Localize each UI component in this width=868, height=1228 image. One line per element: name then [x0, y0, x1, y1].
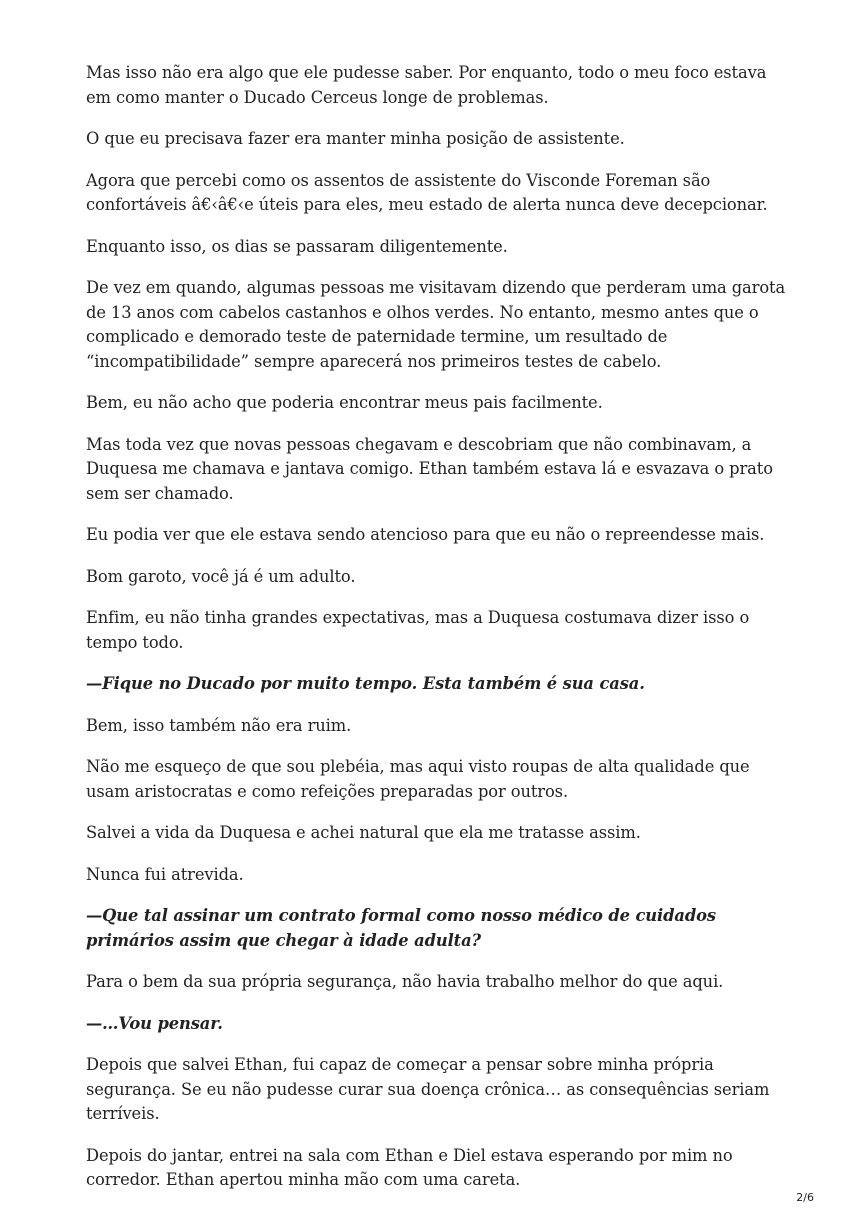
- paragraph: Depois do jantar, entrei na sala com Ethan e Diel estava esperando por mim no corredor. Ethan apertou minha mão com uma careta.: [86, 1145, 733, 1189]
- document-body: [86, 61, 786, 1210]
- paragraph: O que eu precisava fazer era manter minha posição de assistente.: [86, 129, 625, 148]
- paragraph: Enfim, eu não tinha grandes expectativas, mas a Duquesa costumava dizer isso o tempo todo.: [86, 608, 750, 652]
- paragraph: Mas toda vez que novas pessoas chegavam e descobriam que não combinavam, a Duquesa me chamava e jantava comigo. Ethan também estava lá e esvazava o prato sem ser chamado.: [86, 434, 773, 503]
- paragraph: Bom garoto, você já é um adulto.: [86, 566, 356, 586]
- paragraph: Mas isso não era algo que ele pudesse saber. Por enquanto, todo o meu foco estava em como manter o Ducado Cerceus longe de problemas.: [86, 63, 767, 107]
- dialogue-line: —Que tal assinar um contrato formal como nosso médico de cuidados primários assim que chegar à idade adulta?: [86, 906, 716, 950]
- paragraph: Depois que salvei Ethan, fui capaz de começar a pensar sobre minha própria segurança. Se eu não pudesse curar sua doença crônica… as consequências seriam terríveis.: [86, 1055, 770, 1123]
- dialogue-line: —…Vou pensar.: [86, 1013, 223, 1033]
- paragraph: Não me esqueço de que sou plebéia, mas aqui visto roupas de alta qualidade que usam aristocratas e como refeições preparadas por outros.: [86, 757, 750, 801]
- paragraph: Eu podia ver que ele estava sendo atencioso para que eu não o repreendesse mais.: [86, 525, 765, 544]
- paragraph: Para o bem da sua própria segurança, não havia trabalho melhor do que aqui.: [86, 972, 724, 991]
- paragraph: De vez em quando, algumas pessoas me visitavam dizendo que perderam uma garota de 13 anos com cabelos castanhos e olhos verdes. No entanto, mesmo antes que o complicado e demorado teste de paternidade termine, um resultado de “incompatibilidade” sempre aparecerá nos primeiros testes de cabelo.: [86, 278, 786, 371]
- paragraph: Nunca fui atrevida.: [86, 864, 244, 884]
- paragraph: Agora que percebi como os assentos de assistente do Visconde Foreman são confortáveis â€‹â€‹e úteis para eles, meu estado de alerta nunca deve decepcionar.: [86, 170, 768, 214]
- paragraph: Enquanto isso, os dias se passaram diligentemente.: [86, 236, 508, 256]
- paragraph: Salvei a vida da Duquesa e achei natural que ela me tratasse assim.: [86, 823, 641, 842]
- paragraph: Bem, isso também não era ruim.: [86, 715, 352, 735]
- dialogue-line: —Fique no Ducado por muito tempo. Esta também é sua casa.: [86, 674, 645, 693]
- page-number: 2/6: [796, 1191, 814, 1204]
- paragraph: Bem, eu não acho que poderia encontrar meus pais facilmente.: [86, 393, 603, 412]
